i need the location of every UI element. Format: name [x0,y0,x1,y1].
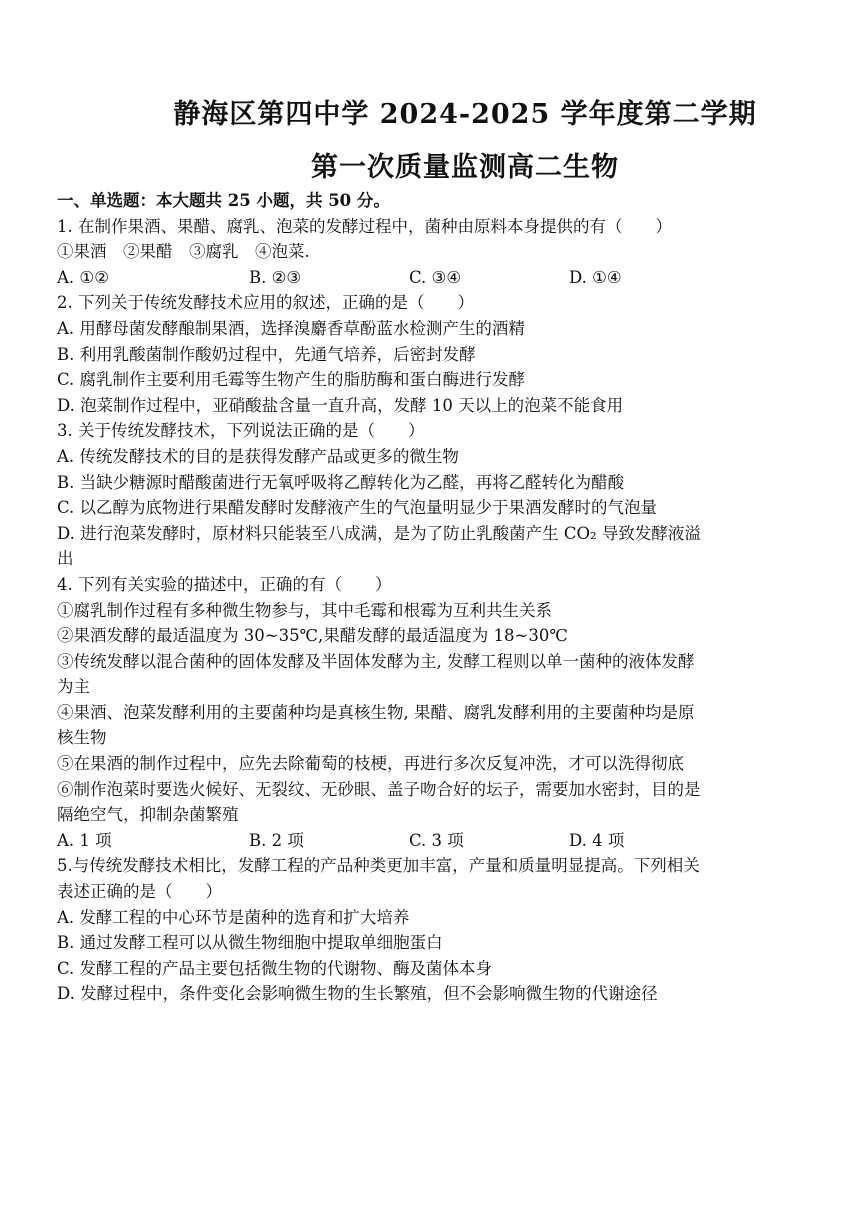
choice-d: D. 泡菜制作过程中，亚硝酸盐含量一直升高，发酵 10 天以上的泡菜不能食用 [57,395,624,415]
option-d: D. ①④ [569,267,622,287]
page-title: 静海区第四中学 2024-2025 学年度第二学期 [173,99,757,130]
statement-6: ⑥制作泡菜时要选火候好、无裂纹、无砂眼、盖子吻合好的坛子，需要加水密封，目的是 [57,779,701,799]
statement-3-continued: 为主 [57,677,90,697]
answer-options [57,828,817,854]
option-a: A. ①② [57,267,109,287]
exam-body [57,188,817,1007]
question-items: ①果酒 ②果醋 ③腐乳 ④泡菜. [57,242,310,262]
choice-a: A. 用酵母菌发酵酿制果酒，选择溴麝香草酚蓝水检测产生的酒精 [57,318,525,338]
choice-d-continued: 出 [57,549,74,569]
page-subtitle: 第一次质量监测高二生物 [311,152,619,183]
question-stem: 1. 在制作果酒、果醋、腐乳、泡菜的发酵过程中，菌种由原料本身提供的有（ ） [57,216,672,236]
choice-d: D. 发酵过程中，条件变化会影响微生物的生长繁殖，但不会影响微生物的代谢途径 [57,984,658,1004]
choice-a: A. 发酵工程的中心环节是菌种的选育和扩大培养 [57,907,410,927]
statement-1: ①腐乳制作过程有多种微生物参与，其中毛霉和根霉为互利共生关系 [57,600,552,620]
choice-b: B. 通过发酵工程可以从微生物细胞中提取单细胞蛋白 [57,933,443,953]
option-b: B. ②③ [249,267,302,287]
question-4 [57,572,817,854]
statement-6-continued: 隔绝空气，抑制杂菌繁殖 [57,805,239,825]
choice-d: D. 进行泡菜发酵时，原材料只能装至八成满，是为了防止乳酸菌产生 CO₂ 导致发酵液溢 [57,523,701,543]
choice-c: C. 腐乳制作主要利用毛霉等生物产生的脂肪酶和蛋白酶进行发酵 [57,370,526,390]
choice-b: B. 利用乳酸菌制作酸奶过程中，先通气培养，后密封发酵 [57,344,476,364]
choice-c: C. 发酵工程的产品主要包括微生物的代谢物、酶及菌体本身 [57,958,493,978]
statement-3: ③传统发酵以混合菌种的固体发酵及半固体发酵为主, 发酵工程则以单一菌种的液体发酵 [57,651,695,671]
question-stem: 4. 下列有关实验的描述中，正确的有（ ） [57,574,392,594]
choice-c: C. 以乙醇为底物进行果醋发酵时发酵液产生的气泡量明显少于果酒发酵时的气泡量 [57,498,658,518]
option-d: D. 4 项 [569,830,625,850]
choice-a: A. 传统发酵技术的目的是获得发酵产品或更多的微生物 [57,446,459,466]
option-a: A. 1 项 [57,830,112,850]
question-stem-continued: 表述正确的是（ ） [57,882,222,902]
option-c: C. ③④ [409,267,462,287]
statement-5: ⑤在果酒的制作过程中，应先去除葡萄的枝梗，再进行多次反复冲洗，才可以洗得彻底 [57,754,684,774]
answer-options [57,265,817,291]
question-2 [57,290,817,418]
statement-4-continued: 核生物 [57,728,107,748]
question-stem: 2. 下列关于传统发酵技术应用的叙述，正确的是（ ） [57,293,474,313]
statement-2: ②果酒发酵的最适温度为 30~35℃,果醋发酵的最适温度为 18~30℃ [57,626,568,646]
question-stem: 3. 关于传统发酵技术，下列说法正确的是（ ） [57,421,425,441]
question-stem: 5.与传统发酵技术相比，发酵工程的产品种类更加丰富，产量和质量明显提高。下列相关 [57,856,700,876]
statement-4: ④果酒、泡菜发酵利用的主要菌种均是真核生物, 果醋、腐乳发酵利用的主要菌种均是原 [57,702,695,722]
question-3 [57,418,817,572]
option-b: B. 2 项 [249,830,304,850]
option-c: C. 3 项 [409,830,464,850]
question-5 [57,853,817,1007]
section-heading: 一、单选题：本大题共 25 小题，共 50 分。 [57,191,390,210]
question-1 [57,214,817,291]
choice-b: B. 当缺少糖源时醋酸菌进行无氧呼吸将乙醇转化为乙醛，再将乙醛转化为醋酸 [57,472,625,492]
